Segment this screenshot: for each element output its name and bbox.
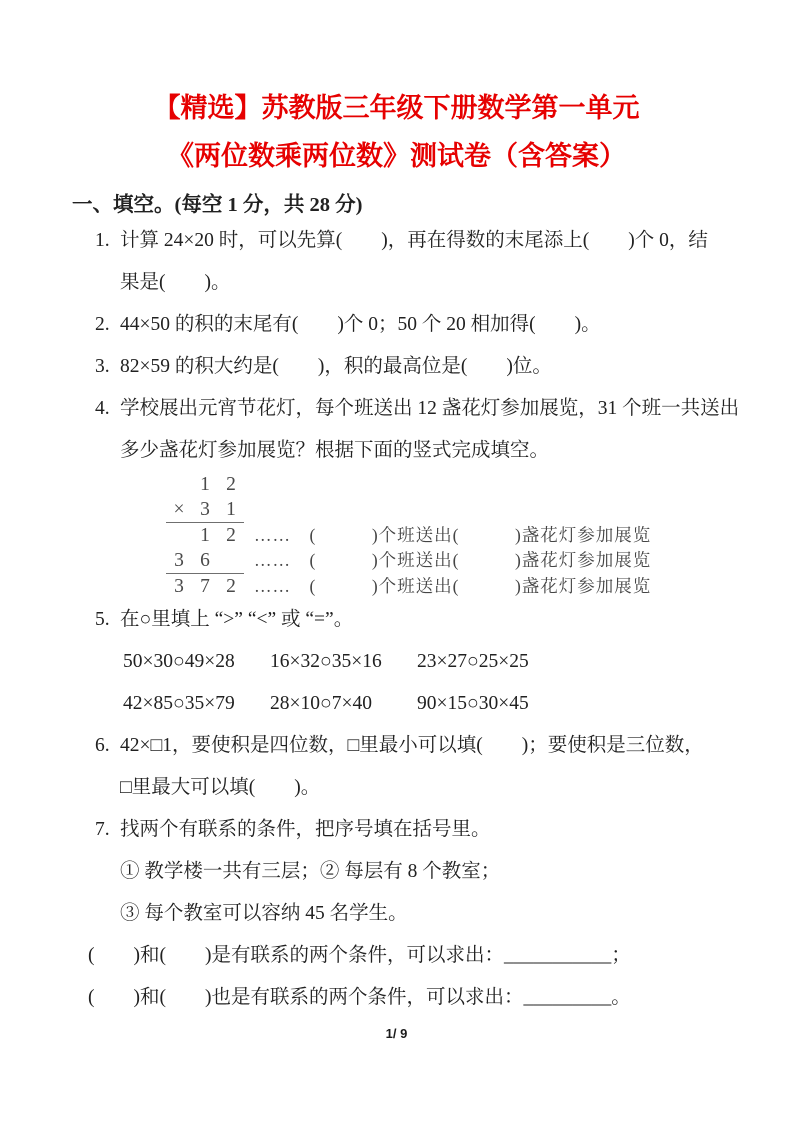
vmult-digit: 1 bbox=[226, 499, 236, 520]
question-7-blank-line-1: ( )和( )是有联系的两个条件，可以求出：___________； bbox=[88, 945, 631, 966]
question-3-number: 3. bbox=[95, 356, 110, 377]
vmult-digit: 3 bbox=[174, 576, 184, 597]
vertical-multiplication bbox=[0, 472, 793, 599]
question-3-line-1 bbox=[0, 346, 793, 388]
vmult-annotation-2: …… ( )个班送出( )盏花灯参加展览 bbox=[254, 550, 652, 570]
question-6-line-2: □里最大可以填( )。 bbox=[120, 777, 321, 798]
question-1-text: 计算 24×20 时，可以先算( )，再在得数的末尾添上( )个 0，结 bbox=[120, 230, 708, 251]
question-5-number: 5. bbox=[95, 609, 110, 630]
vmult-digit: 2 bbox=[226, 576, 236, 597]
vmult-digit: 1 bbox=[200, 474, 210, 495]
question-1-number: 1. bbox=[95, 230, 110, 251]
vmult-digit: 2 bbox=[226, 474, 236, 495]
doc-title-line1: 【精选】苏教版三年级下册数学第一单元 bbox=[153, 93, 640, 123]
comparison-expression: 42×85○35×79 bbox=[123, 693, 235, 714]
question-6-line-1 bbox=[0, 725, 793, 767]
vmult-digits bbox=[166, 548, 244, 573]
section-heading-fill-in: 一、填空。(每空 1 分，共 28 分) bbox=[72, 194, 363, 216]
comparison-expression: 50×30○49×28 bbox=[123, 651, 235, 672]
multiply-sign: × bbox=[173, 499, 185, 520]
vmult-digit: 6 bbox=[200, 550, 210, 571]
question-2-number: 2. bbox=[95, 314, 110, 335]
vmult-digit: 1 bbox=[200, 525, 210, 546]
question-7-conditions-1: ① 教学楼一共有三层；② 每层有 8 个教室； bbox=[120, 861, 501, 882]
question-7-text: 找两个有联系的条件，把序号填在括号里。 bbox=[120, 819, 491, 840]
question-7-blank-line-2: ( )和( )也是有联系的两个条件，可以求出：_________。 bbox=[88, 987, 631, 1008]
vmult-row-partial-1 bbox=[166, 522, 793, 548]
question-1-line-2: 果是( )。 bbox=[120, 272, 231, 293]
question-3-text: 82×59 的积大约是( )，积的最高位是( )位。 bbox=[120, 356, 552, 377]
question-2-text: 44×50 的积的末尾有( )个 0；50 个 20 相加得( )。 bbox=[120, 314, 601, 335]
question-5-text: 在○里填上 “>” “<” 或 “=”。 bbox=[120, 609, 354, 630]
question-5-line-1 bbox=[0, 599, 793, 641]
vmult-digits bbox=[166, 472, 244, 497]
question-7-conditions-2: ③ 每个教室可以容纳 45 名学生。 bbox=[120, 903, 408, 924]
question-4-line-2: 多少盏花灯参加展览？根据下面的竖式完成填空。 bbox=[120, 440, 550, 461]
comparison-expression: 28×10○7×40 bbox=[270, 693, 373, 714]
question-7-line-1 bbox=[0, 809, 793, 851]
vmult-digit: 2 bbox=[226, 525, 236, 546]
vmult-row-multiplicand bbox=[166, 472, 793, 497]
question-4-text: 学校展出元宵节花灯，每个班送出 12 盏花灯参加展览，31 个班一共送出 bbox=[120, 398, 740, 419]
vmult-digits bbox=[166, 522, 244, 548]
question-2-line-1 bbox=[0, 304, 793, 346]
question-7-number: 7. bbox=[95, 819, 110, 840]
vmult-annotation-3: …… ( )个班送出( )盏花灯参加展览 bbox=[254, 576, 652, 596]
vmult-digits bbox=[166, 573, 244, 599]
vmult-digit: 3 bbox=[174, 550, 184, 571]
vmult-digits bbox=[166, 497, 244, 522]
comparison-expression: 23×27○25×25 bbox=[417, 651, 529, 672]
question-5-expr-row-1 bbox=[0, 641, 793, 683]
vmult-annotation-1: …… ( )个班送出( )盏花灯参加展览 bbox=[254, 525, 652, 545]
question-6-number: 6. bbox=[95, 735, 110, 756]
doc-title bbox=[0, 0, 793, 180]
vmult-row-partial-2 bbox=[166, 548, 793, 573]
question-5-expr-row-2 bbox=[0, 683, 793, 725]
question-4-line-1 bbox=[0, 388, 793, 430]
comparison-expression: 16×32○35×16 bbox=[270, 651, 382, 672]
vmult-row-product bbox=[166, 573, 793, 599]
vmult-row-multiplier bbox=[166, 497, 793, 522]
question-6-text: 42×□1，要使积是四位数，□里最小可以填( )；要使积是三位数， bbox=[120, 735, 704, 756]
question-1-line-1 bbox=[0, 220, 793, 262]
vmult-digit: 3 bbox=[200, 499, 210, 520]
doc-title-line2: 《两位数乘两位数》测试卷（含答案） bbox=[167, 141, 626, 171]
comparison-expression: 90×15○30×45 bbox=[417, 693, 529, 714]
question-4-number: 4. bbox=[95, 398, 110, 419]
vmult-digit: 7 bbox=[200, 576, 210, 597]
page-number: 1/ 9 bbox=[385, 1026, 408, 1041]
